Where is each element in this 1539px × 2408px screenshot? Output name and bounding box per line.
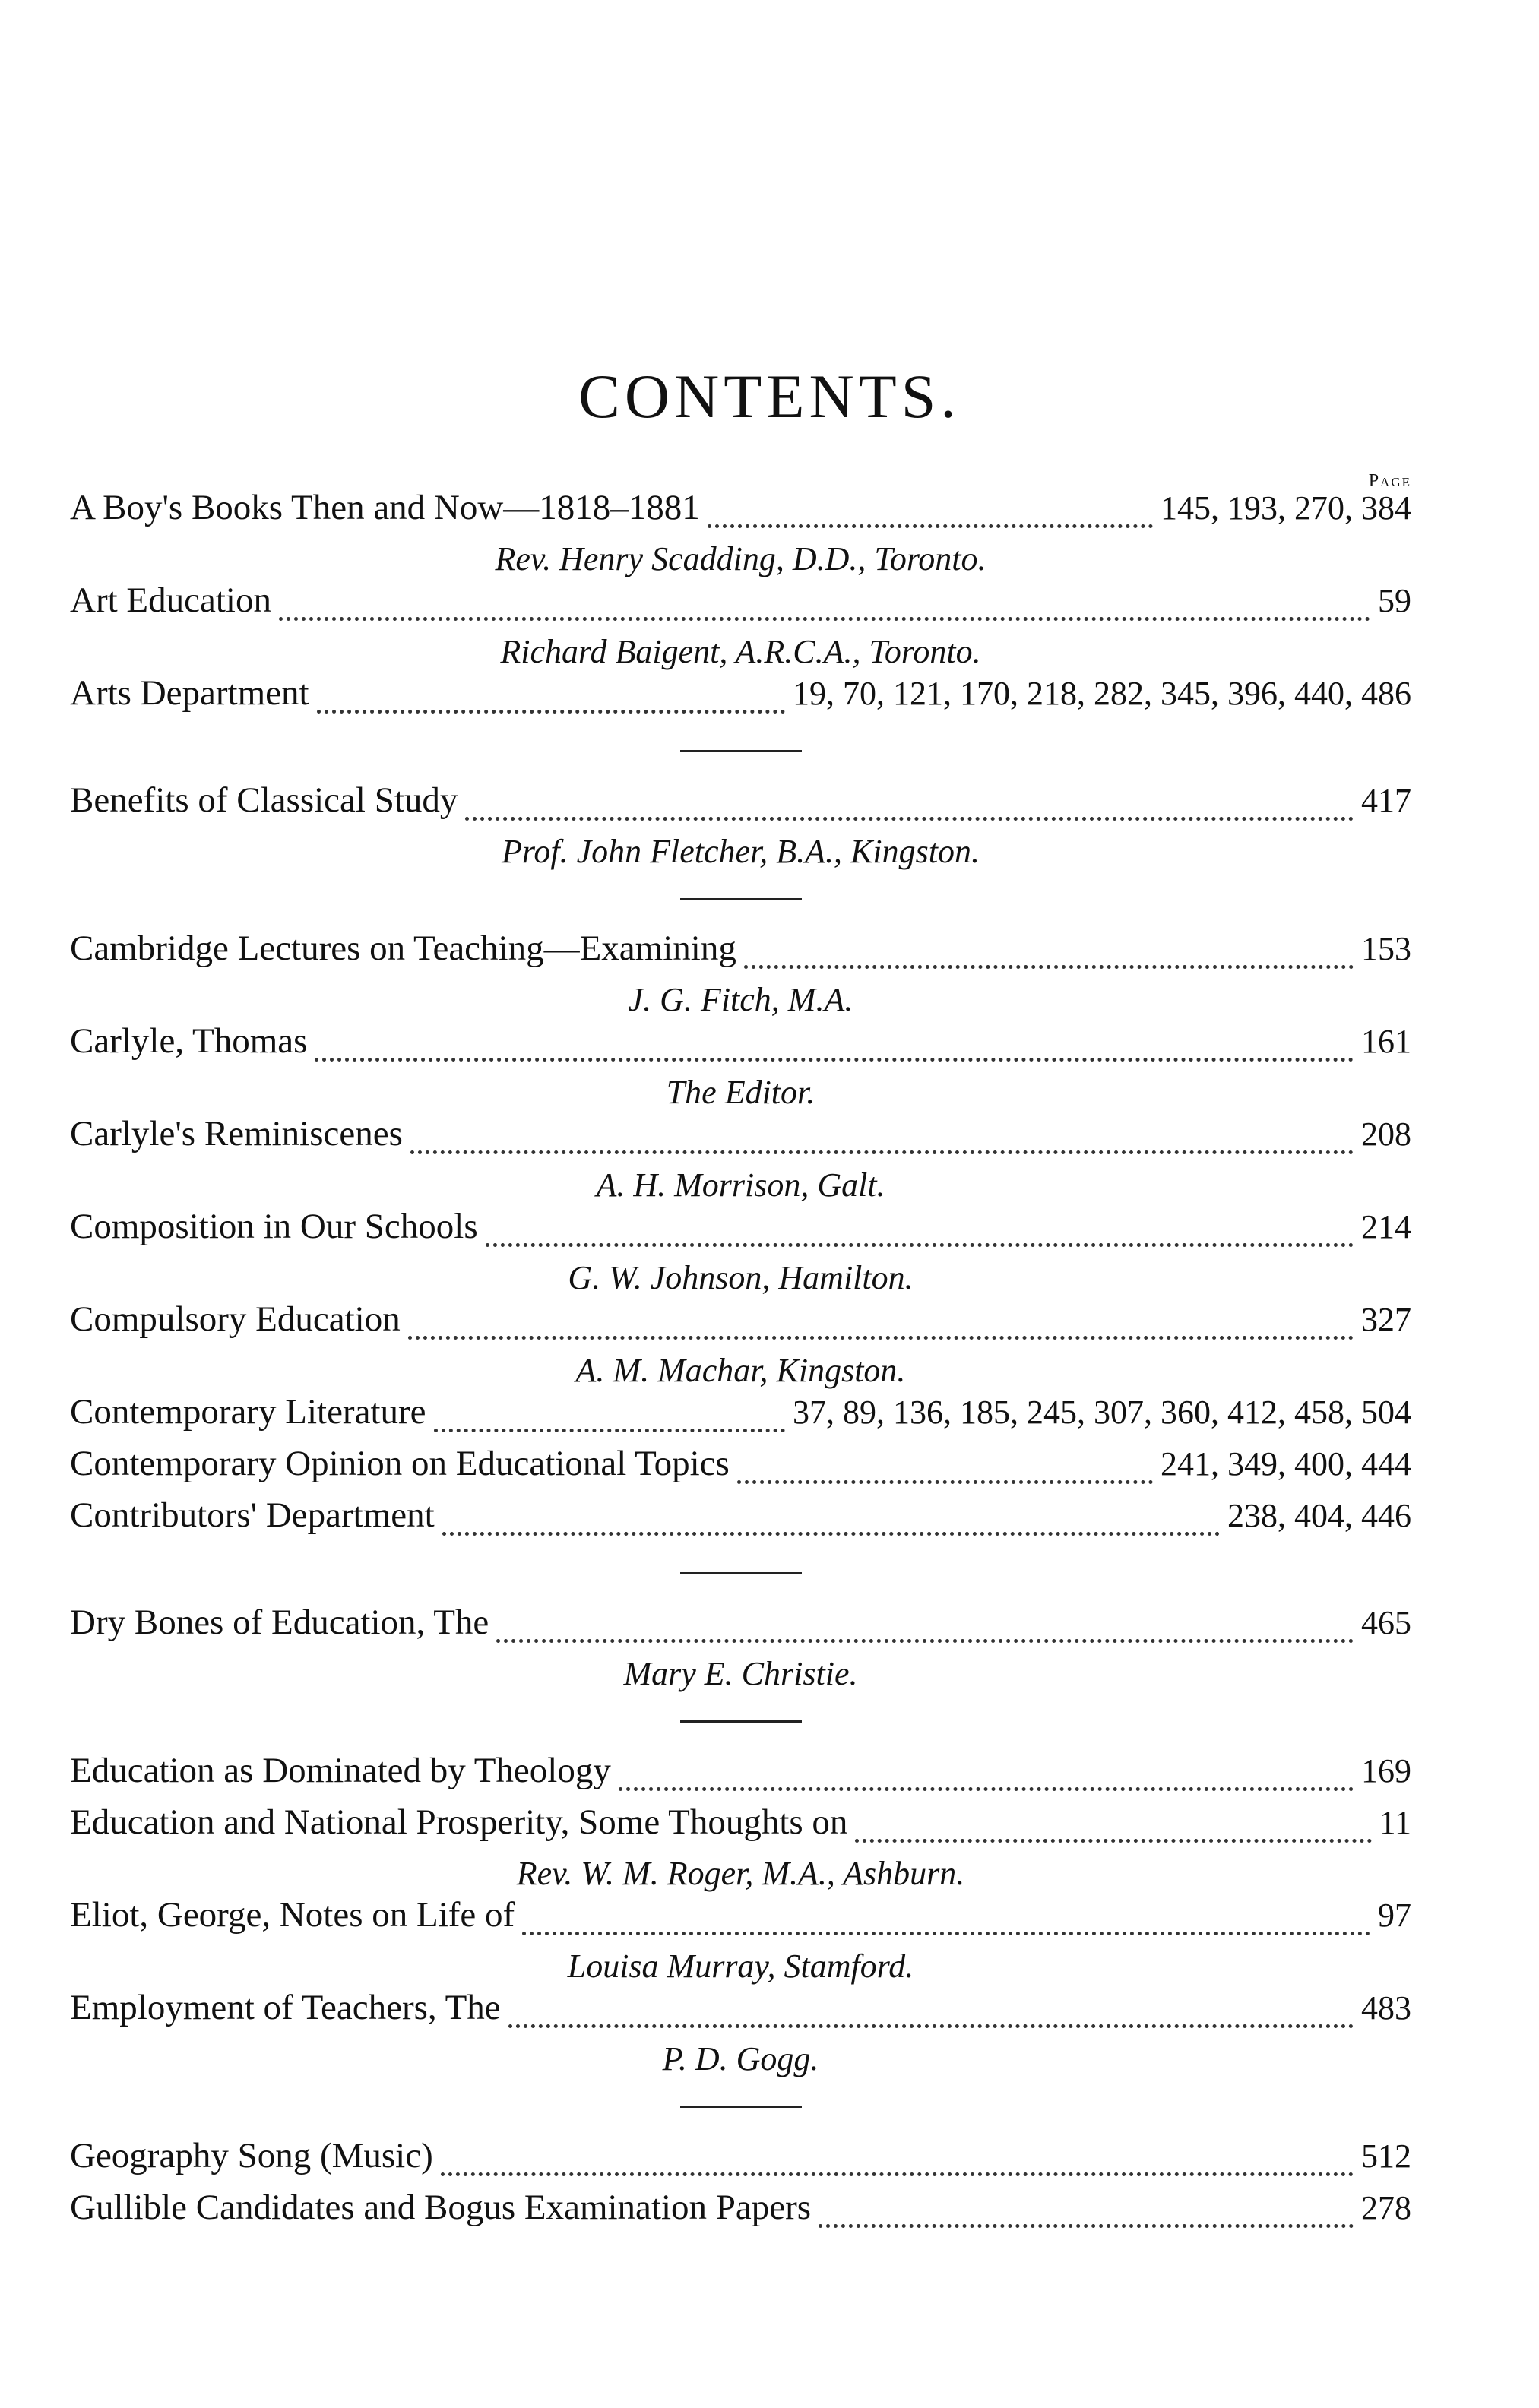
section-divider — [680, 750, 802, 752]
entry-author: Rev. W. M. Roger, M.A., Ashburn. — [516, 1855, 965, 1892]
contents-entry — [70, 1753, 1411, 1799]
dot-leader — [744, 965, 1354, 969]
entry-author: A. M. Machar, Kingston. — [575, 1352, 906, 1389]
contents-entry — [70, 1209, 1411, 1255]
dot-leader — [855, 1839, 1371, 1843]
dot-leader — [408, 1336, 1354, 1340]
dot-leader — [708, 524, 1153, 528]
contents-entry — [70, 780, 1411, 828]
entry-author: Prof. John Fletcher, B.A., Kingston. — [502, 833, 980, 870]
entry-pages: 145, 193, 270, 384 — [1161, 489, 1411, 527]
entry-pages: 208 — [1361, 1115, 1411, 1153]
entry-pages: 417 — [1361, 782, 1411, 819]
entry-title: Education as Dominated by Theology — [70, 1751, 611, 1790]
entry-title: Eliot, George, Notes on Life of — [70, 1895, 515, 1935]
entry-title: Geography Song (Music) — [70, 2136, 433, 2175]
entry-pages: 59 — [1378, 582, 1411, 619]
entry-author: A. H. Morrison, Galt. — [596, 1166, 885, 1204]
entry-pages: 169 — [1361, 1752, 1411, 1789]
entry-title: Gullible Candidates and Bogus Examination Papers — [70, 2188, 812, 2227]
contents-entry — [70, 673, 1411, 721]
entry-title: Carlyle, Thomas — [70, 1021, 308, 1061]
contents-list — [70, 490, 1411, 2242]
entry-title: Benefits of Classical Study — [70, 780, 458, 820]
dot-leader — [442, 1532, 1220, 1536]
contents-entry — [70, 2190, 1411, 2236]
contents-entry — [70, 1394, 1411, 1440]
entry-title: Contributors' Department — [70, 1495, 435, 1535]
entry-title: Contemporary Literature — [70, 1392, 426, 1432]
dot-leader — [737, 1480, 1153, 1484]
entry-title: Cambridge Lectures on Teaching—Examining — [70, 929, 736, 968]
dot-leader — [410, 1150, 1354, 1154]
entry-title: Art Education — [70, 581, 271, 620]
entry-pages: 465 — [1361, 1604, 1411, 1641]
contents-entry — [70, 1897, 1411, 1943]
entry-author: The Editor. — [666, 1074, 815, 1111]
entry-pages: 37, 89, 136, 185, 245, 307, 360, 412, 458, 504 — [793, 1394, 1411, 1431]
dot-leader — [819, 2224, 1354, 2228]
dot-leader — [317, 710, 785, 714]
contents-entry — [70, 1495, 1411, 1543]
contents-entry — [70, 1990, 1411, 2036]
entry-title: Contemporary Opinion on Educational Topics — [70, 1444, 730, 1483]
contents-entry — [70, 1802, 1411, 1850]
contents-entry — [70, 490, 1411, 536]
contents-entry — [70, 2138, 1411, 2184]
entry-title: Compulsory Education — [70, 1299, 401, 1339]
dot-leader — [441, 2172, 1354, 2176]
page-title: CONTENTS. — [578, 361, 961, 431]
dot-leader — [434, 1429, 785, 1432]
dot-leader — [315, 1058, 1354, 1062]
section-divider — [680, 2106, 802, 2108]
entry-author: P. D. Gogg. — [662, 2040, 819, 2077]
dot-leader — [496, 1639, 1354, 1643]
entry-pages: 238, 404, 446 — [1227, 1497, 1411, 1534]
entry-pages: 161 — [1361, 1023, 1411, 1060]
entry-title: Education and National Prosperity, Some Thoughts on — [70, 1802, 848, 1842]
dot-leader — [279, 617, 1370, 621]
contents-entry — [70, 1605, 1411, 1650]
entry-pages: 483 — [1361, 1989, 1411, 2027]
entry-title: Carlyle's Reminiscenes — [70, 1114, 403, 1153]
entry-author: G. W. Johnson, Hamilton. — [568, 1259, 914, 1296]
section-divider — [680, 1720, 802, 1723]
dot-leader — [619, 1787, 1354, 1791]
entry-pages: 278 — [1361, 2189, 1411, 2226]
entry-author: Rev. Henry Scadding, D.D., Toronto. — [495, 540, 986, 577]
entry-author: J. G. Fitch, M.A. — [628, 981, 853, 1018]
contents-entry — [70, 1299, 1411, 1347]
dot-leader — [522, 1932, 1370, 1935]
section-divider — [680, 898, 802, 900]
entry-author: Richard Baigent, A.R.C.A., Toronto. — [500, 633, 981, 670]
dot-leader — [486, 1243, 1354, 1247]
entry-title: Dry Bones of Education, The — [70, 1603, 489, 1642]
entry-pages: 241, 349, 400, 444 — [1161, 1445, 1411, 1482]
entry-title: Employment of Teachers, The — [70, 1988, 501, 2027]
dot-leader — [508, 2024, 1354, 2028]
contents-entry — [70, 583, 1411, 628]
entry-pages: 327 — [1361, 1301, 1411, 1338]
entry-author: Mary E. Christie. — [623, 1655, 858, 1692]
entry-title: Arts Department — [70, 673, 309, 713]
entry-pages: 512 — [1361, 2137, 1411, 2175]
entry-title: Composition in Our Schools — [70, 1207, 478, 1246]
entry-pages: 11 — [1379, 1804, 1411, 1841]
entry-pages: 97 — [1378, 1897, 1411, 1934]
entry-title: A Boy's Books Then and Now—1818–1881 — [70, 488, 700, 527]
entry-pages: 214 — [1361, 1208, 1411, 1245]
contents-entry — [70, 1446, 1411, 1492]
entry-pages: 153 — [1361, 930, 1411, 967]
entry-author: Louisa Murray, Stamford. — [567, 1948, 914, 1985]
entry-pages: 19, 70, 121, 170, 218, 282, 345, 396, 440, 486 — [793, 675, 1411, 712]
contents-entry — [70, 1021, 1411, 1069]
contents-entry — [70, 1116, 1411, 1162]
section-divider — [680, 1572, 802, 1574]
page-column-label: Page — [1368, 471, 1411, 491]
dot-leader — [465, 817, 1354, 821]
contents-entry — [70, 931, 1411, 976]
